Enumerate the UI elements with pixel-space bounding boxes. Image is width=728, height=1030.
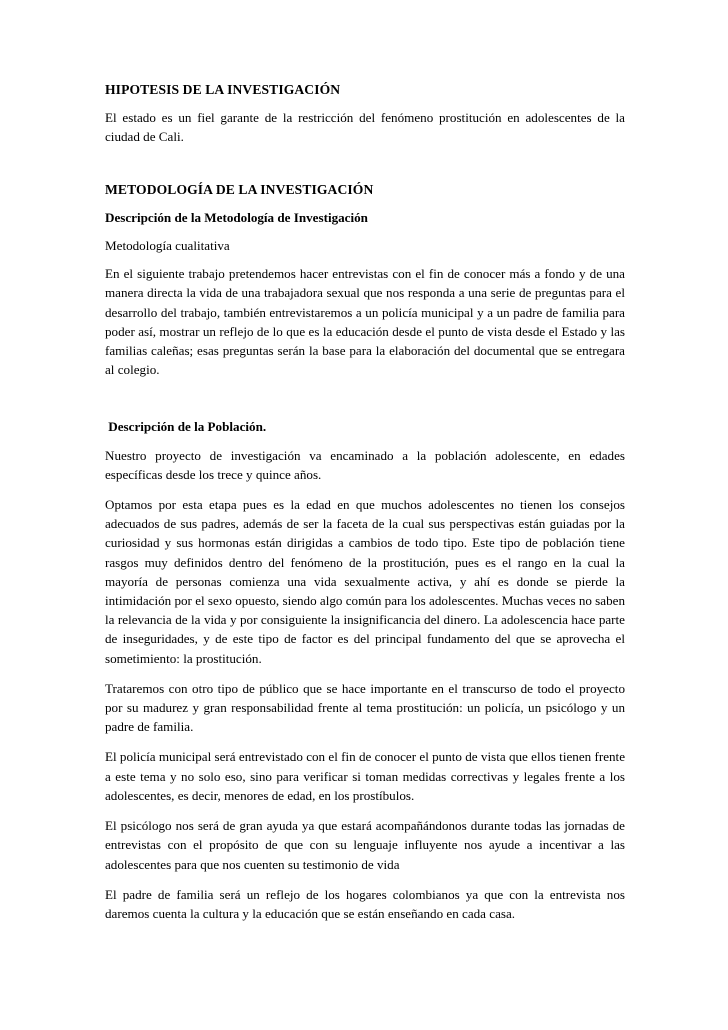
population-paragraph-3: Trataremos con otro tipo de público que se hace importante en el transcurso de todo el proyecto por su madurez y gran responsabilidad frente al tema prostitución: un policía, un psicólogo y un padre de familia.	[105, 680, 625, 735]
population-paragraph-6: El padre de familia será un reflejo de los hogares colombianos ya que con la entrevista nos daremos cuenta la cultura y la educación que se están enseñando en cada casa.	[105, 886, 625, 921]
population-paragraph-1: Nuestro proyecto de investigación va encaminado a la población adolescente, en edades específicas desde los trece y quince años.	[105, 447, 625, 482]
document-page	[105, 80, 625, 923]
methodology-subheading: Descripción de la Metodología de Investigación	[105, 209, 368, 225]
population-paragraph-4: El policía municipal será entrevistado con el fin de conocer el punto de vista que ellos tienen frente a este tema y no solo eso, sino para verificar si toman medidas correctivas y legales frente a los adolescentes, es decir, menores de edad, en los prostíbulos.	[105, 749, 625, 803]
methodology-paragraph: En el siguiente trabajo pretendemos hacer entrevistas con el fin de conocer más a fondo y de una manera directa la vida de una trabajadora sexual que nos responda a una serie de preguntas para el desarrollo del trabajo, también entrevistaremos a un policía municipal y a un padre de familia para poder así, mostrar un reflejo de lo que es la educación desde el punto de vista desde el Estado y las familias caleñas; esas preguntas serán la base para la elaboración del documental que se entregara al colegio.	[105, 266, 625, 378]
methodology-type: Metodología cualitativa	[105, 238, 230, 254]
population-heading: Descripción de la Población.	[105, 419, 267, 435]
population-paragraph-2: Optamos por esta etapa pues es la edad en que muchos adolescentes no tienen los consejos adecuados de sus padres, además de ser la faceta de la cual sus perspectivas están guiadas por la curiosidad y sus hormonas están dirigidas a cambios de todo tipo. Este tipo de población tiene rasgos muy definidos dentro del fenómeno de la prostitución, pues es el rango en la cual la mayoría de personas comienza una vida sexualmente activa, y ahí es donde se pierde la intimidación por el sexo opuesto, siendo algo común para los adolescentes. Muchas veces no saben la relevancia de la vida y por consiguiente la insignificancia del dinero. La adolescencia hace parte de inseguridades, y de este tipo de factor es del principal fundamento del que se aprovecha el sometimiento: la prostitución.	[105, 497, 625, 666]
population-paragraph-5: El psicólogo nos será de gran ayuda ya que estará acompañándonos durante todas las jornadas de entrevistas con el propósito de que con su lenguaje influyente nos ayude a incentivar a las adolescentes para que nos cuenten su testimonio de vida	[105, 818, 625, 872]
methodology-heading: METODOLOGÍA DE LA INVESTIGACIÓN	[105, 181, 374, 197]
hypothesis-heading: HIPOTESIS DE LA INVESTIGACIÓN	[105, 82, 341, 97]
hypothesis-text: El estado es un fiel garante de la restricción del fenómeno prostitución en adolescentes de la ciudad de Cali.	[105, 110, 625, 145]
